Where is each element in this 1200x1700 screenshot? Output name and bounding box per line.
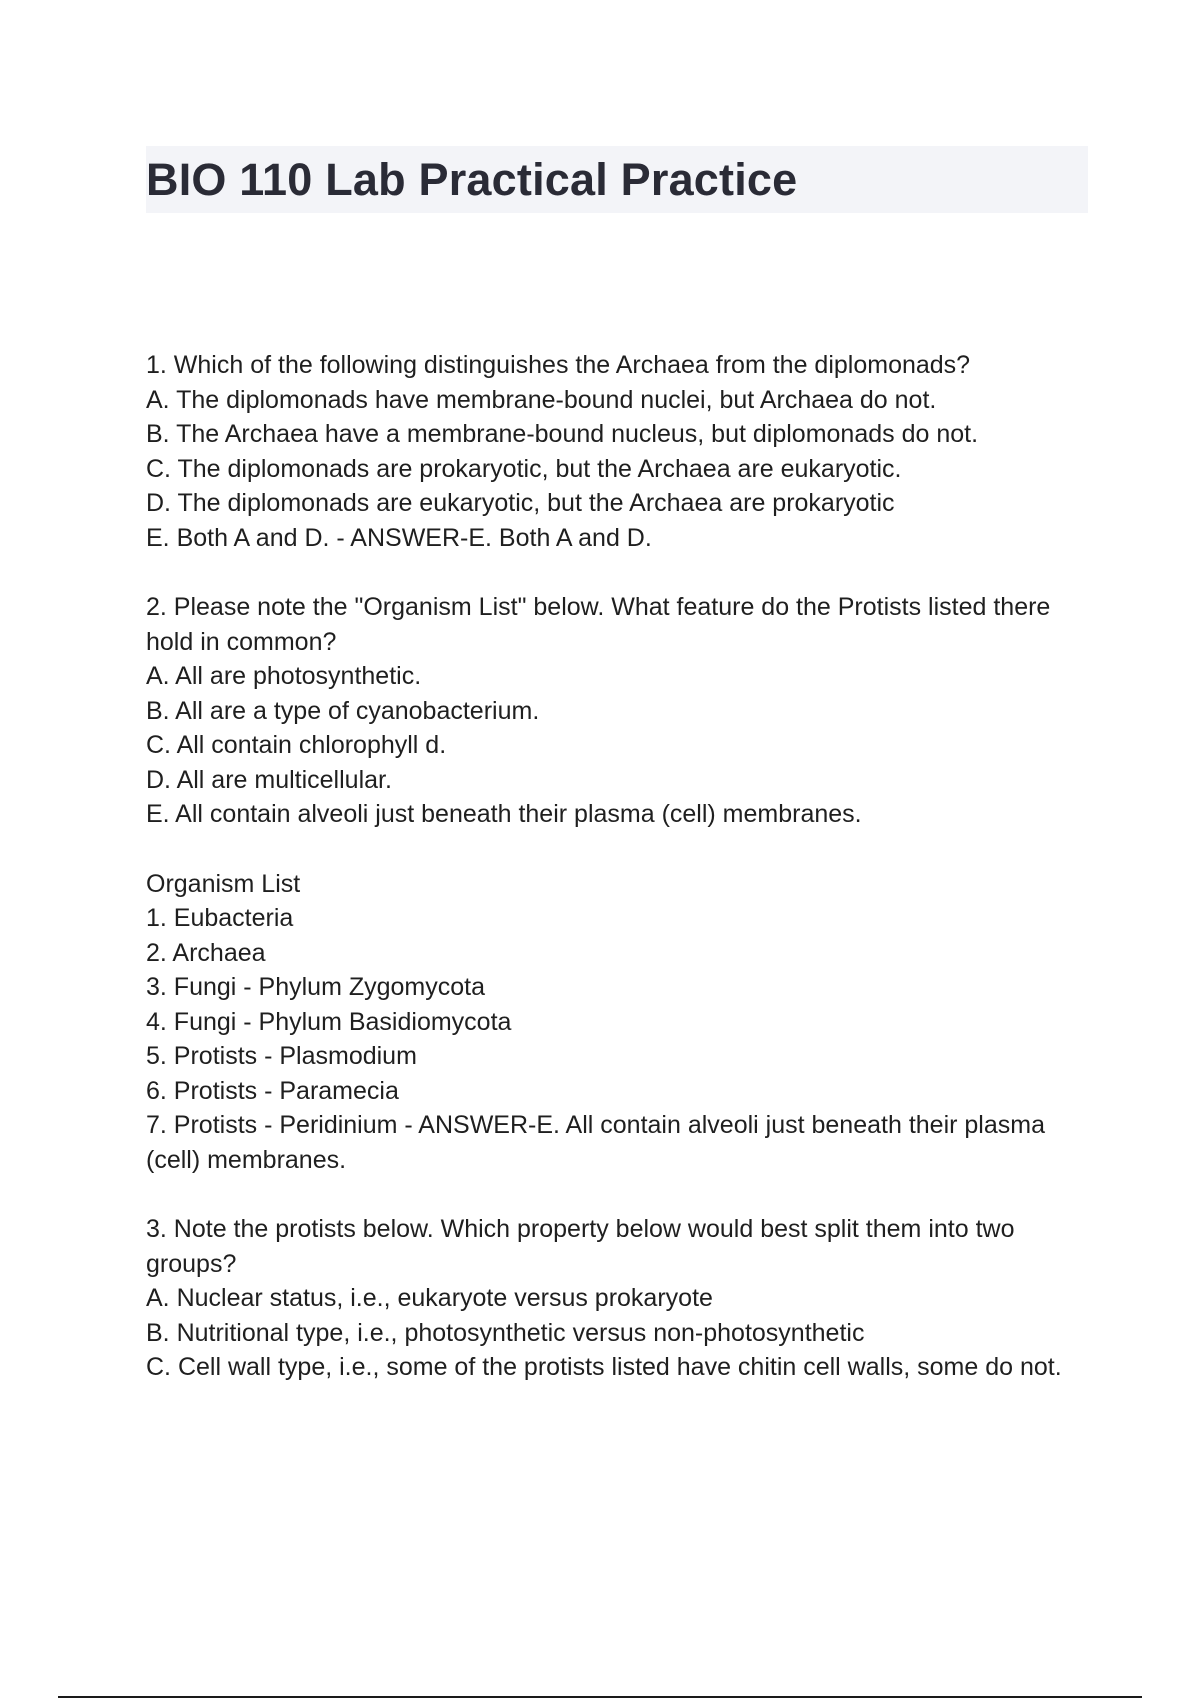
question-1-option-e-answer: E. Both A and D. - ANSWER-E. Both A and D. [146,523,652,552]
document-body [146,348,1086,1385]
question-3-option-c: C. Cell wall type, i.e., some of the protists listed have chitin cell walls, some do not. [146,1353,1062,1381]
question-3-option-a: A. Nuclear status, i.e., eukaryote versus prokaryote [146,1284,713,1312]
organism-list-item: 6. Protists - Paramecia [146,1076,399,1105]
organism-list-item: 5. Protists - Plasmodium [146,1042,417,1070]
organism-list-item: 3. Fungi - Phylum Zygomycota [146,973,486,1001]
organism-list-item: 1. Eubacteria [146,904,294,932]
title-band [146,146,1088,213]
question-2-option-c: C. All contain chlorophyll d. [146,731,447,759]
question-2-option-e: E. All contain alveoli just beneath their plasma (cell) membranes. [146,800,862,828]
question-1-prompt: 1. Which of the following distinguishes the Archaea from the diplomonads? [146,351,971,379]
question-2-option-a: A. All are photosynthetic. [146,662,422,690]
question-1-option-a: A. The diplomonads have membrane-bound nuclei, but Archaea do not. [146,385,937,414]
organism-list-item: 4. Fungi - Phylum Basidiomycota [146,1007,512,1036]
document-title: BIO 110 Lab Practical Practice [146,154,798,205]
organism-list [146,867,1086,1178]
question-2-option-b: B. All are a type of cyanobacterium. [146,696,540,725]
question-3-option-b: B. Nutritional type, i.e., photosynthetic versus non-photosynthetic [146,1318,865,1347]
organism-list-item-answer: 7. Protists - Peridinium - ANSWER-E. All contain alveoli just beneath their plasma (cell) membranes. [146,1111,1052,1174]
question-1-option-b: B. The Archaea have a membrane-bound nucleus, but diplomonads do not. [146,420,979,448]
question-2-option-d: D. All are multicellular. [146,765,392,794]
question-3-prompt: 3. Note the protists below. Which property below would best split them into two groups? [146,1215,1022,1278]
footer-divider [58,1696,1142,1698]
question-1-option-d: D. The diplomonads are eukaryotic, but the Archaea are prokaryotic [146,489,895,517]
question-1-option-c: C. The diplomonads are prokaryotic, but the Archaea are eukaryotic. [146,454,902,483]
organism-list-heading: Organism List [146,869,301,898]
organism-list-item: 2. Archaea [146,938,266,967]
question-1 [146,348,1086,555]
question-3 [146,1212,1086,1385]
question-2 [146,590,1086,832]
question-2-prompt: 2. Please note the "Organism List" below. What feature do the Protists listed there hold in common? [146,593,1058,656]
